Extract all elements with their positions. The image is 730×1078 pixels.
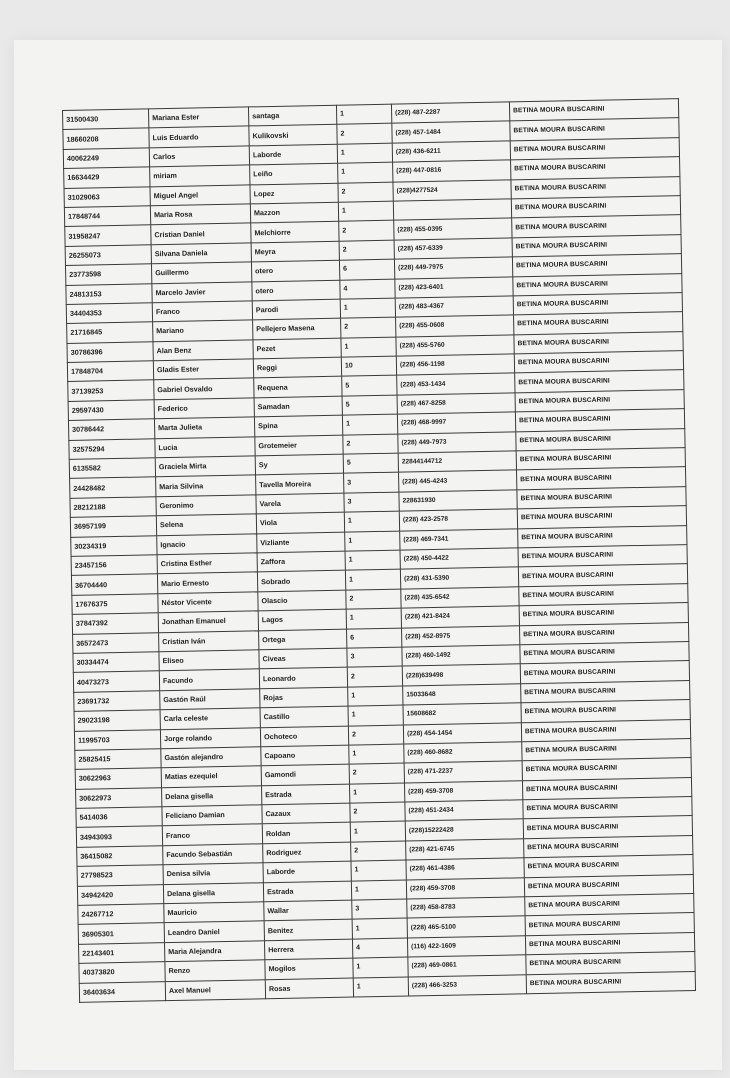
phone-cell: (228) 431-5390 xyxy=(400,567,518,589)
quantity-cell: 1 xyxy=(353,977,408,997)
phone-cell: (228) 469-7341 xyxy=(400,528,518,550)
responsible-cell: BETINA MOURA BUSCARINI xyxy=(516,448,685,471)
first-name-cell: Cristian Iván xyxy=(159,630,259,651)
first-name-cell: Delana gisella xyxy=(163,882,263,903)
last-name-cell: Olascio xyxy=(258,590,346,611)
last-name-cell: Capoano xyxy=(261,745,349,766)
first-name-cell: Maria Silvina xyxy=(156,475,256,496)
responsible-cell: BETINA MOURA BUSCARINI xyxy=(522,777,691,800)
quantity-cell: 1 xyxy=(351,860,406,880)
last-name-cell: Leonardo xyxy=(259,667,347,688)
quantity-cell: 4 xyxy=(340,279,395,299)
last-name-cell: Tavella Moreira xyxy=(256,474,344,495)
dni-cell: 22143401 xyxy=(79,942,165,963)
dni-cell: 5414036 xyxy=(76,807,162,828)
quantity-cell: 2 xyxy=(343,434,398,454)
first-name-cell: miriam xyxy=(150,165,250,186)
first-name-cell: Denisa silvia xyxy=(163,863,263,884)
first-name-cell: Jorge rolando xyxy=(160,727,260,748)
responsible-cell: BETINA MOURA BUSCARINI xyxy=(515,370,684,393)
dni-cell: 40473273 xyxy=(73,671,159,692)
responsible-cell: BETINA MOURA BUSCARINI xyxy=(512,254,681,277)
first-name-cell: Selena xyxy=(156,514,256,535)
dni-cell: 25825415 xyxy=(75,749,161,770)
dni-cell: 36403634 xyxy=(79,981,165,1002)
responsible-cell: BETINA MOURA BUSCARINI xyxy=(513,293,682,316)
quantity-cell: 1 xyxy=(345,569,400,589)
last-name-cell: Lagos xyxy=(258,609,346,630)
dni-cell: 34942420 xyxy=(77,884,163,905)
dni-cell: 40062249 xyxy=(63,148,149,169)
dni-cell: 18660208 xyxy=(63,128,149,149)
quantity-cell: 1 xyxy=(345,531,400,551)
dni-cell: 36415082 xyxy=(77,846,163,867)
dni-cell: 31029063 xyxy=(64,186,150,207)
first-name-cell: Franco xyxy=(162,824,262,845)
quantity-cell: 3 xyxy=(352,899,407,919)
quantity-cell: 2 xyxy=(339,220,394,240)
last-name-cell: Mazzon xyxy=(250,202,338,223)
phone-cell: (228) 460-8682 xyxy=(404,742,522,764)
dni-cell: 36957199 xyxy=(70,516,156,537)
quantity-cell: 3 xyxy=(347,647,402,667)
phone-cell: (228) 468-9997 xyxy=(397,412,515,434)
quantity-cell: 2 xyxy=(351,841,406,861)
beneficiaries-table xyxy=(62,98,696,1003)
last-name-cell: Sy xyxy=(255,454,343,475)
quantity-cell: 6 xyxy=(339,259,394,279)
first-name-cell: Leandro Daniel xyxy=(164,921,264,942)
quantity-cell: 1 xyxy=(342,414,397,434)
responsible-cell: BETINA MOURA BUSCARINI xyxy=(521,700,690,723)
dni-cell: 17848744 xyxy=(64,206,150,227)
first-name-cell: Guillermo xyxy=(151,262,251,283)
dni-cell: 34404353 xyxy=(66,303,152,324)
last-name-cell: Ochoteco xyxy=(260,726,348,747)
phone-cell: (228) 457-6339 xyxy=(394,238,512,260)
responsible-cell: BETINA MOURA BUSCARINI xyxy=(512,215,681,238)
first-name-cell: Facundo Sebastián xyxy=(163,844,263,865)
first-name-cell: Axel Manuel xyxy=(165,979,265,1000)
responsible-cell: BETINA MOURA BUSCARINI xyxy=(519,603,688,626)
phone-cell: (228) 460-1492 xyxy=(402,645,520,667)
phone-cell: (228) 469-0861 xyxy=(408,955,526,977)
phone-cell: (228) 447-0816 xyxy=(393,160,511,182)
quantity-cell: 1 xyxy=(348,686,403,706)
last-name-cell: Rodriguez xyxy=(263,842,351,863)
first-name-cell: Marta Julieta xyxy=(154,417,254,438)
dni-cell: 29597430 xyxy=(68,400,154,421)
phone-cell: (228) 450-4422 xyxy=(400,548,518,570)
responsible-cell: BETINA MOURA BUSCARINI xyxy=(518,525,687,548)
last-name-cell: otero xyxy=(251,260,339,281)
first-name-cell: Mariano xyxy=(153,320,253,341)
responsible-cell: BETINA MOURA BUSCARINI xyxy=(516,428,685,451)
dni-cell: 21716845 xyxy=(67,322,153,343)
phone-cell: (228) 461-4386 xyxy=(406,858,524,880)
quantity-cell: 2 xyxy=(349,763,404,783)
dni-cell: 32575294 xyxy=(69,438,155,459)
phone-cell xyxy=(393,199,511,221)
quantity-cell: 1 xyxy=(349,744,404,764)
last-name-cell: Requena xyxy=(254,377,342,398)
first-name-cell: Silvana Daniela xyxy=(151,243,251,264)
first-name-cell: Néstor Vicente xyxy=(158,592,258,613)
responsible-cell: BETINA MOURA BUSCARINI xyxy=(524,874,693,897)
responsible-cell: BETINA MOURA BUSCARINI xyxy=(519,622,688,645)
responsible-cell: BETINA MOURA BUSCARINI xyxy=(515,389,684,412)
responsible-cell: BETINA MOURA BUSCARINI xyxy=(523,797,692,820)
last-name-cell: Vizliante xyxy=(257,532,345,553)
dni-cell: 36905301 xyxy=(78,923,164,944)
phone-cell: (228) 451-2434 xyxy=(405,800,523,822)
last-name-cell: Spina xyxy=(254,415,342,436)
first-name-cell: Mauricio xyxy=(164,902,264,923)
dni-cell: 30786396 xyxy=(67,341,153,362)
phone-cell: (228) 423-2578 xyxy=(399,509,517,531)
last-name-cell: Grotemeier xyxy=(255,435,343,456)
phone-cell: (228) 456-1198 xyxy=(396,354,514,376)
responsible-cell: BETINA MOURA BUSCARINI xyxy=(518,564,687,587)
last-name-cell: Leiño xyxy=(250,163,338,184)
phone-cell: (228) 421-8424 xyxy=(401,606,519,628)
first-name-cell: Franco xyxy=(152,301,252,322)
dni-cell: 36572473 xyxy=(73,632,159,653)
responsible-cell: BETINA MOURA BUSCARINI xyxy=(511,157,680,180)
paper-sheet xyxy=(14,40,722,1070)
last-name-cell: Estrada xyxy=(262,784,350,805)
dni-cell: 23691732 xyxy=(74,690,160,711)
dni-cell: 28212188 xyxy=(70,497,156,518)
responsible-cell: BETINA MOURA BUSCARINI xyxy=(519,583,688,606)
last-name-cell: Civeas xyxy=(259,648,347,669)
dni-cell: 31958247 xyxy=(65,225,151,246)
quantity-cell: 10 xyxy=(341,356,396,376)
quantity-cell: 3 xyxy=(344,492,399,512)
dni-cell: 17676375 xyxy=(72,594,158,615)
dni-cell: 31500430 xyxy=(63,109,149,130)
last-name-cell: Benitez xyxy=(264,919,352,940)
first-name-cell: Cristina Esther xyxy=(157,553,257,574)
dni-cell: 29023198 xyxy=(74,710,160,731)
dni-cell: 6135582 xyxy=(69,458,155,479)
phone-cell: (228) 465-5100 xyxy=(407,916,525,938)
dni-cell: 24813153 xyxy=(66,283,152,304)
last-name-cell: Pellejero Masena xyxy=(253,318,341,339)
first-name-cell: Matias ezequiel xyxy=(161,766,261,787)
first-name-cell: Gladis Ester xyxy=(153,359,253,380)
first-name-cell: Alan Benz xyxy=(153,340,253,361)
first-name-cell: Miguel Angel xyxy=(150,184,250,205)
phone-cell: (228) 435-6542 xyxy=(401,587,519,609)
quantity-cell: 2 xyxy=(350,802,405,822)
dni-cell: 26255073 xyxy=(65,245,151,266)
quantity-cell: 1 xyxy=(336,104,391,124)
quantity-cell: 1 xyxy=(340,298,395,318)
first-name-cell: Delana gisella xyxy=(162,785,262,806)
responsible-cell: BETINA MOURA BUSCARINI xyxy=(523,816,692,839)
first-name-cell: Federico xyxy=(154,398,254,419)
dni-cell: 30622973 xyxy=(76,787,162,808)
dni-cell: 11995703 xyxy=(74,729,160,750)
responsible-cell: BETINA MOURA BUSCARINI xyxy=(515,409,684,432)
quantity-cell: 2 xyxy=(341,317,396,337)
dni-cell: 27798523 xyxy=(77,865,163,886)
first-name-cell: Marcelo Javier xyxy=(152,281,252,302)
quantity-cell: 5 xyxy=(343,453,398,473)
responsible-cell: BETINA MOURA BUSCARINI xyxy=(524,835,693,858)
quantity-cell: 1 xyxy=(341,337,396,357)
last-name-cell: Samadan xyxy=(254,396,342,417)
first-name-cell: Geronimo xyxy=(156,495,256,516)
dni-cell: 37139253 xyxy=(68,380,154,401)
responsible-cell: BETINA MOURA BUSCARINI xyxy=(517,506,686,529)
responsible-cell: BETINA MOURA BUSCARINI xyxy=(526,971,695,994)
phone-cell: (228) 436-6211 xyxy=(392,141,510,163)
quantity-cell: 6 xyxy=(347,628,402,648)
phone-cell: (228) 467-8258 xyxy=(397,393,515,415)
quantity-cell: 3 xyxy=(344,473,399,493)
phone-cell: (228) 455-0395 xyxy=(394,218,512,240)
first-name-cell: Graciela Mirta xyxy=(155,456,255,477)
last-name-cell: santaga xyxy=(248,105,336,126)
dni-cell: 30622963 xyxy=(75,768,161,789)
quantity-cell: 1 xyxy=(344,511,399,531)
quantity-cell: 1 xyxy=(348,705,403,725)
responsible-cell: BETINA MOURA BUSCARINI xyxy=(510,137,679,160)
responsible-cell: BETINA MOURA BUSCARINI xyxy=(525,932,694,955)
phone-cell: (228) 459-3708 xyxy=(404,780,522,802)
quantity-cell: 4 xyxy=(352,938,407,958)
phone-cell: 228631930 xyxy=(399,490,517,512)
responsible-cell: BETINA MOURA BUSCARINI xyxy=(525,894,694,917)
last-name-cell: Wallar xyxy=(264,900,352,921)
last-name-cell: Meyra xyxy=(251,241,339,262)
responsible-cell: BETINA MOURA BUSCARINI xyxy=(513,273,682,296)
quantity-cell: 1 xyxy=(338,162,393,182)
quantity-cell: 2 xyxy=(347,666,402,686)
phone-cell: (228) 471-2237 xyxy=(404,761,522,783)
phone-cell: (228) 453-1434 xyxy=(397,373,515,395)
phone-cell: (228) 457-1484 xyxy=(392,121,510,143)
dni-cell: 16634429 xyxy=(64,167,150,188)
responsible-cell: BETINA MOURA BUSCARINI xyxy=(521,680,690,703)
phone-cell: (228) 483-4367 xyxy=(395,296,513,318)
responsible-cell: BETINA MOURA BUSCARINI xyxy=(520,642,689,665)
dni-cell: 30234319 xyxy=(71,535,157,556)
phone-cell: (228) 458-8783 xyxy=(407,897,525,919)
first-name-cell: Gabriel Osvaldo xyxy=(154,378,254,399)
responsible-cell: BETINA MOURA BUSCARINI xyxy=(521,719,690,742)
last-name-cell: Reggi xyxy=(253,357,341,378)
last-name-cell: Sobrado xyxy=(257,571,345,592)
phone-cell: (228) 423-6401 xyxy=(395,276,513,298)
responsible-cell: BETINA MOURA BUSCARINI xyxy=(526,952,695,975)
dni-cell: 23773598 xyxy=(65,264,151,285)
phone-cell: (228) 421-6745 xyxy=(406,839,524,861)
responsible-cell: BETINA MOURA BUSCARINI xyxy=(525,913,694,936)
responsible-cell: BETINA MOURA BUSCARINI xyxy=(522,758,691,781)
phone-cell: (228) 459-3708 xyxy=(406,877,524,899)
table-wrapper xyxy=(62,98,695,1003)
phone-cell: 22844144712 xyxy=(398,451,516,473)
responsible-cell: BETINA MOURA BUSCARINI xyxy=(516,467,685,490)
phone-cell: (228)4277524 xyxy=(393,179,511,201)
phone-cell: (228)15222428 xyxy=(405,819,523,841)
first-name-cell: Feliciano Damian xyxy=(162,805,262,826)
last-name-cell: Rojas xyxy=(260,687,348,708)
phone-cell: (228) 445-4243 xyxy=(399,470,517,492)
table-body xyxy=(63,99,696,1003)
phone-cell: (228) 466-3253 xyxy=(408,974,526,996)
last-name-cell: Cazaux xyxy=(262,803,350,824)
responsible-cell: BETINA MOURA BUSCARINI xyxy=(524,855,693,878)
last-name-cell: Pezet xyxy=(253,338,341,359)
quantity-cell: 2 xyxy=(346,589,401,609)
last-name-cell: Lopez xyxy=(250,183,338,204)
quantity-cell: 1 xyxy=(346,608,401,628)
last-name-cell: otero xyxy=(252,280,340,301)
responsible-cell: BETINA MOURA BUSCARINI xyxy=(514,312,683,335)
first-name-cell: Carlos xyxy=(149,146,249,167)
first-name-cell: Carla celeste xyxy=(160,708,260,729)
phone-cell: (228) 487-2287 xyxy=(391,102,509,124)
quantity-cell: 5 xyxy=(342,395,397,415)
dni-cell: 36704440 xyxy=(71,574,157,595)
last-name-cell: Zaffora xyxy=(257,551,345,572)
quantity-cell: 1 xyxy=(351,880,406,900)
first-name-cell: Gastón Raúl xyxy=(160,689,260,710)
quantity-cell: 1 xyxy=(338,201,393,221)
last-name-cell: Estrada xyxy=(263,881,351,902)
quantity-cell: 2 xyxy=(339,240,394,260)
last-name-cell: Parodi xyxy=(252,299,340,320)
last-name-cell: Herrera xyxy=(264,939,352,960)
responsible-cell: BETINA MOURA BUSCARINI xyxy=(517,486,686,509)
quantity-cell: 1 xyxy=(337,143,392,163)
first-name-cell: Cristian Daniel xyxy=(151,223,251,244)
phone-cell: (228) 452-8975 xyxy=(401,625,519,647)
responsible-cell: BETINA MOURA BUSCARINI xyxy=(514,331,683,354)
first-name-cell: Lucia xyxy=(155,436,255,457)
last-name-cell: Mogilos xyxy=(265,958,353,979)
quantity-cell: 1 xyxy=(350,821,405,841)
dni-cell: 23457156 xyxy=(71,555,157,576)
phone-cell: (228) 455-5760 xyxy=(396,335,514,357)
dni-cell: 34943093 xyxy=(76,826,162,847)
quantity-cell: 2 xyxy=(348,725,403,745)
quantity-cell: 1 xyxy=(352,918,407,938)
first-name-cell: Jonathan Emanuel xyxy=(158,611,258,632)
phone-cell: 15033648 xyxy=(403,684,521,706)
responsible-cell: BETINA MOURA BUSCARINI xyxy=(511,196,680,219)
phone-cell: 15608682 xyxy=(403,703,521,725)
last-name-cell: Melchiorre xyxy=(251,222,339,243)
last-name-cell: Ortega xyxy=(259,629,347,650)
responsible-cell: BETINA MOURA BUSCARINI xyxy=(509,99,678,122)
first-name-cell: Facundo xyxy=(159,669,259,690)
phone-cell: (228) 449-7975 xyxy=(394,257,512,279)
dni-cell: 40373820 xyxy=(79,962,165,983)
quantity-cell: 2 xyxy=(338,182,393,202)
first-name-cell: Renzo xyxy=(165,960,265,981)
last-name-cell: Laborde xyxy=(263,861,351,882)
quantity-cell: 5 xyxy=(342,376,397,396)
dni-cell: 37847392 xyxy=(72,613,158,634)
phone-cell: (228)639498 xyxy=(402,664,520,686)
first-name-cell: Eliseo xyxy=(159,650,259,671)
last-name-cell: Roldan xyxy=(262,823,350,844)
phone-cell: (116) 422-1609 xyxy=(407,936,525,958)
dni-cell: 30786442 xyxy=(68,419,154,440)
last-name-cell: Laborde xyxy=(249,144,337,165)
first-name-cell: Mario Ernesto xyxy=(157,572,257,593)
first-name-cell: Luis Eduardo xyxy=(149,126,249,147)
dni-cell: 24428482 xyxy=(70,477,156,498)
responsible-cell: BETINA MOURA BUSCARINI xyxy=(518,545,687,568)
responsible-cell: BETINA MOURA BUSCARINI xyxy=(522,738,691,761)
quantity-cell: 1 xyxy=(353,957,408,977)
phone-cell: (228) 454-1454 xyxy=(403,722,521,744)
responsible-cell: BETINA MOURA BUSCARINI xyxy=(510,118,679,141)
quantity-cell: 1 xyxy=(345,550,400,570)
quantity-cell: 1 xyxy=(349,783,404,803)
dni-cell: 17848704 xyxy=(67,361,153,382)
first-name-cell: Maria Alejandra xyxy=(165,941,265,962)
first-name-cell: Gastón alejandro xyxy=(161,747,261,768)
first-name-cell: Maria Rosa xyxy=(150,204,250,225)
phone-cell: (228) 449-7973 xyxy=(398,431,516,453)
last-name-cell: Castillo xyxy=(260,706,348,727)
dni-cell: 24267712 xyxy=(78,904,164,925)
responsible-cell: BETINA MOURA BUSCARINI xyxy=(520,661,689,684)
first-name-cell: Ignacio xyxy=(157,533,257,554)
last-name-cell: Rosas xyxy=(265,978,353,999)
last-name-cell: Varela xyxy=(256,493,344,514)
last-name-cell: Kulikovski xyxy=(249,125,337,146)
dni-cell: 30334474 xyxy=(73,652,159,673)
phone-cell: (228) 455-0608 xyxy=(396,315,514,337)
quantity-cell: 2 xyxy=(337,124,392,144)
last-name-cell: Viola xyxy=(256,512,344,533)
last-name-cell: Gamondi xyxy=(261,764,349,785)
first-name-cell: Mariana Ester xyxy=(148,107,248,128)
responsible-cell: BETINA MOURA BUSCARINI xyxy=(514,351,683,374)
responsible-cell: BETINA MOURA BUSCARINI xyxy=(511,176,680,199)
responsible-cell: BETINA MOURA BUSCARINI xyxy=(512,234,681,257)
